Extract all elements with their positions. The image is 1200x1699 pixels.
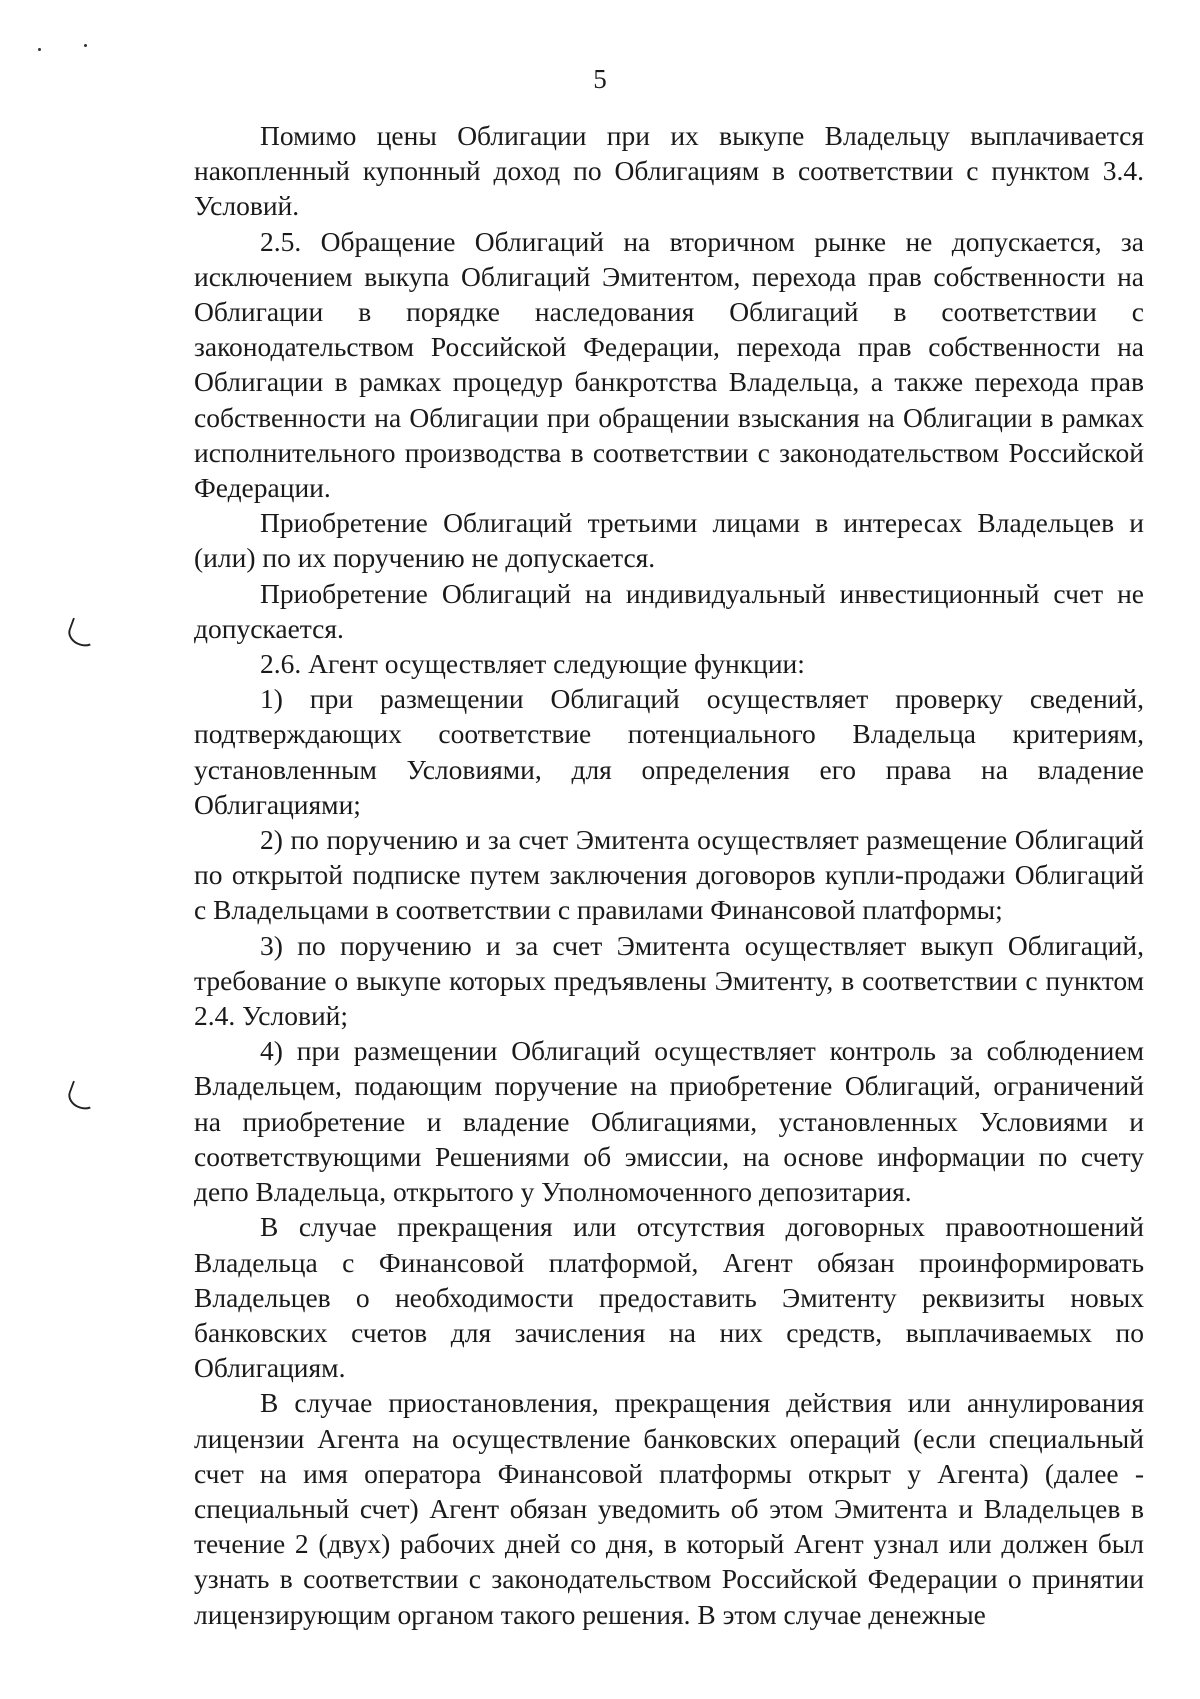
list-item: 2) по поручению и за счет Эмитента осуществляет размещение Облигаций по открытой подписке путем заключения договоров купли-продажи Облигаций с Владельцами в соответствии с правилами Финансовой платформы; (194, 824, 1144, 926)
scan-speck (84, 44, 87, 47)
scan-artifact-mark (65, 1081, 101, 1114)
scan-speck (38, 48, 41, 51)
page-number: 5 (593, 64, 607, 94)
list-item: 4) при размещении Облигаций осуществляет контроль за соблюдением Владельцем, подающим поручение на приобретение Облигаций, ограничений на приобретение и владение Облигациями, установленных Условиями и соответствующими Решениями об эмиссии, на основе информации по счету депо Владельца, открытого у Уполномоченного депозитария. (194, 1035, 1144, 1208)
paragraph: 2.5. Обращение Облигаций на вторичном рынке не допускается, за исключением выкупа Облигаций Эмитентом, перехода прав собственности на Облигации в порядке наследования Облигаций в соответствии с законодательством Российской Федерации, перехода прав собственности на Облигации в рамках процедур банкротства Владельца, а также перехода прав собственности на Облигации при обращении взыскания на Облигации в рамках исполнительного производства в соответствии с законодательством Российской Федерации. (194, 225, 1144, 504)
scan-artifact-mark (65, 618, 101, 651)
paragraph: В случае прекращения или отсутствия договорных правоотношений Владельца с Финансовой платформой, Агент обязан проинформировать Владельцев о необходимости предоставить Эмитенту реквизиты новых банковских счетов для зачисления на них средств, выплачиваемых по Облигациям. (194, 1211, 1144, 1384)
paragraph: В случае приостановления, прекращения действия или аннулирования лицензии Агента на осуществление банковских операций (если специальный счет на имя оператора Финансовой платформы открыт у Агента) (далее - специальный счет) Агент обязан уведомить об этом Эмитента и Владельцев в течение 2 (двух) рабочих дней со дня, в который Агент узнал или должен был узнать в соответствии с законодательством Российской Федерации о принятии лицензирующим органом такого решения. В этом случае денежные (194, 1387, 1144, 1630)
paragraph: Приобретение Облигаций на индивидуальный инвестиционный счет не допускается. (194, 577, 1144, 644)
paragraph: Приобретение Облигаций третьими лицами в интересах Владельцев и (или) по их поручению не допускается. (194, 507, 1144, 574)
list-item: 3) по поручению и за счет Эмитента осуществляет выкуп Облигаций, требование о выкупе которых предъявлены Эмитенту, в соответствии с пунктом 2.4. Условий; (194, 929, 1144, 1032)
document-body (194, 118, 1144, 1632)
list-item: 1) при размещении Облигаций осуществляет проверку сведений, подтверждающих соответствие потенциального Владельца критериям, установленным Условиями, для определения его права на владение Облигациями; (194, 683, 1144, 820)
paragraph: 2.6. Агент осуществляет следующие функции: (260, 648, 805, 680)
paragraph: Помимо цены Облигации при их выкупе Владельцу выплачивается накопленный купонный доход по Облигациям в соответствии с пунктом 3.4. Условий. (194, 120, 1144, 222)
